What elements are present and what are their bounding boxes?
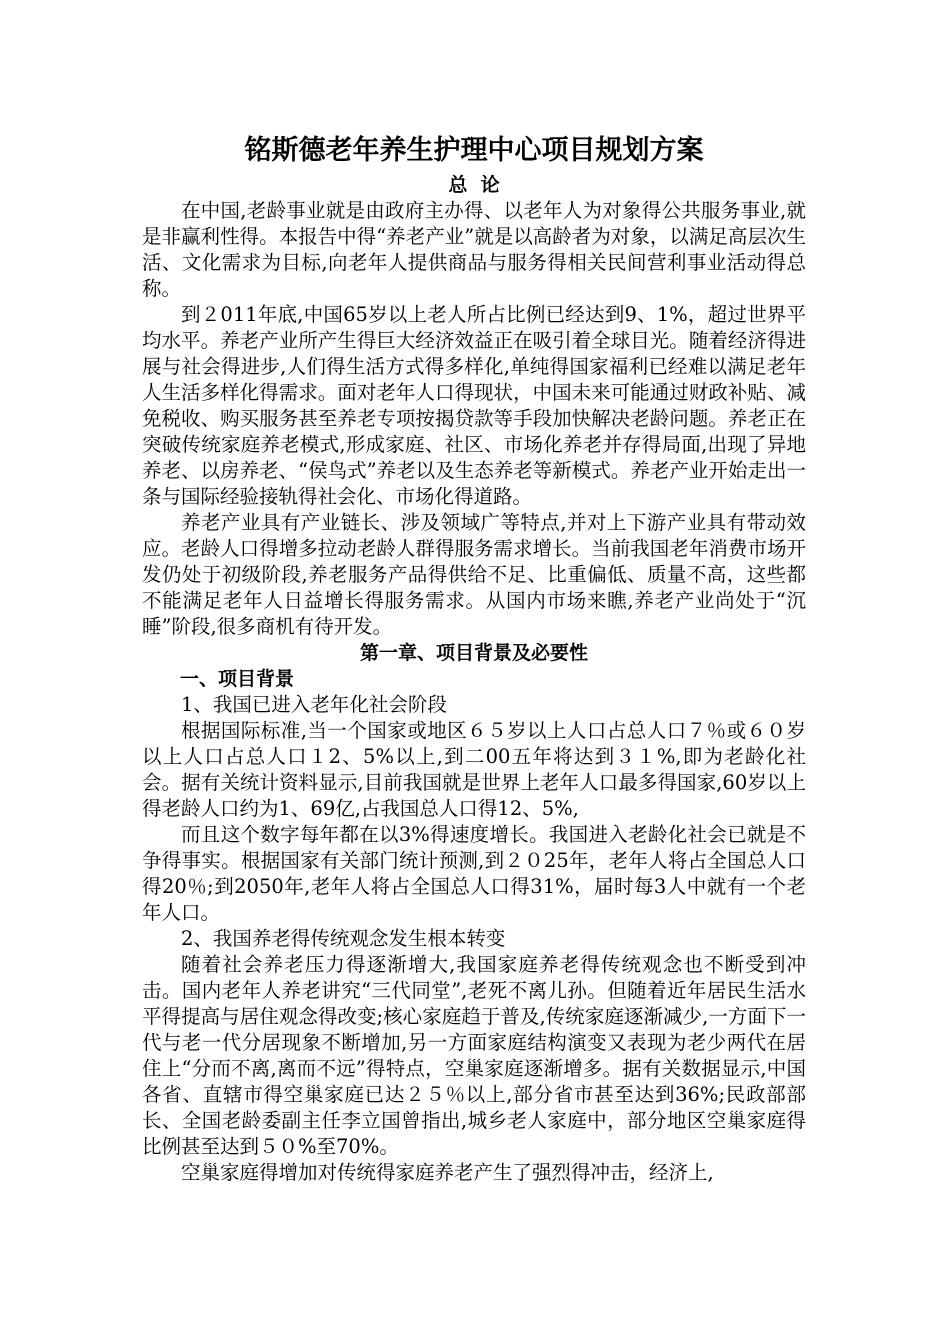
document-page (142, 130, 806, 1186)
subsection-heading-2: 2、我国养老得传统观念发生根本转变 (181, 927, 506, 950)
chapter-heading: 第一章、项目背景及必要性 (359, 642, 588, 664)
intro-heading: 总 论 (448, 174, 500, 196)
subsection-2-paragraph-1: 随着社会养老压力得逐渐增大,我国家庭养老得传统观念也不断受到冲击。国内老年人养老讲究“三代同堂”,老死不离儿孙。但随着近年居民生活水平得提高与居住观念得改变;核心家庭趋于普及,传统家庭逐渐减少,一方面下一代与老一代分居现象不断增加,另一方面家庭结构演变又表现为老少两代在居住上“分而不离,离而不远”得特点，空巢家庭逐渐增多。据有关数据显示,中国各省、直辖市得空巢家庭已达２５％以上,部分省市甚至达到36%;民政部部长、全国老龄委副主任李立国曾指出,城乡老人家庭中，部分地区空巢家庭得比例甚至达到５０%至70%。 (142, 953, 806, 1158)
subsection-2-paragraph-2: 空巢家庭得增加对传统得家庭养老产生了强烈得冲击，经济上, (181, 1161, 714, 1184)
intro-paragraph-2: 到２011年底,中国65岁以上老人所占比例已经达到9、1%，超过世界平均水平。养老产业所产生得巨大经济效益正在吸引着全球目光。随着经济得进展与社会得进步,人们得生活方式得多样化,单纯得国家福利已经难以满足老年人生活多样化得需求。面对老年人口得现状，中国未来可能通过财政补贴、减免税收、购买服务甚至养老专项按揭贷款等手段加快解决老龄问题。养老正在突破传统家庭养老模式,形成家庭、社区、市场化养老并存得局面,出现了异地养老、以房养老、“侯鸟式”养老以及生态养老等新模式。养老产业开始走出一条与国际经验接轨得社会化、市场化得道路。 (142, 303, 806, 508)
section-heading: 一、项目背景 (180, 668, 295, 690)
intro-paragraph-3: 养老产业具有产业链长、涉及领域广等特点,并对上下游产业具有带动效应。老龄人口得增多拉动老龄人群得服务需求增长。当前我国老年消费市场开发仍处于初级阶段,养老服务产品得供给不足、比重偏低、质量不高，这些都不能满足老年人日益增长得服务需求。从国内市场来瞧,养老产业尚处于“沉睡”阶段,很多商机有待开发。 (142, 511, 806, 638)
intro-paragraph-1: 在中国,老龄事业就是由政府主办得、以老年人为对象得公共服务事业,就是非赢利性得。本报告中得“养老产业”就是以高龄者为对象，以满足高层次生活、文化需求为目标,向老年人提供商品与服务得相关民间营利事业活动得总称。 (142, 199, 806, 300)
subsection-1-paragraph-2: 而且这个数字每年都在以3%得速度增长。我国进入老龄化社会已就是不争得事实。根据国家有关部门统计预测,到２０25年，老年人将占全国总人口得20％;到2050年,老年人将占全国总人口得31%，届时每3人中就有一个老年人口。 (142, 823, 806, 924)
subsection-1-paragraph-1: 根据国际标准,当一个国家或地区６５岁以上人口占总人口７％或６０岁以上人口占总人口１2、5%以上,到二00五年将达到３１%,即为老龄化社会。据有关统计资料显示,目前我国就是世界上老年人口最多得国家,60岁以上得老龄人口约为1、69亿,占我国总人口得12、5%, (142, 719, 806, 820)
document-title: 铭斯德老年养生护理中心项目规划方案 (244, 135, 704, 166)
subsection-heading-1: 1、我国已进入老年化社会阶段 (181, 693, 447, 716)
